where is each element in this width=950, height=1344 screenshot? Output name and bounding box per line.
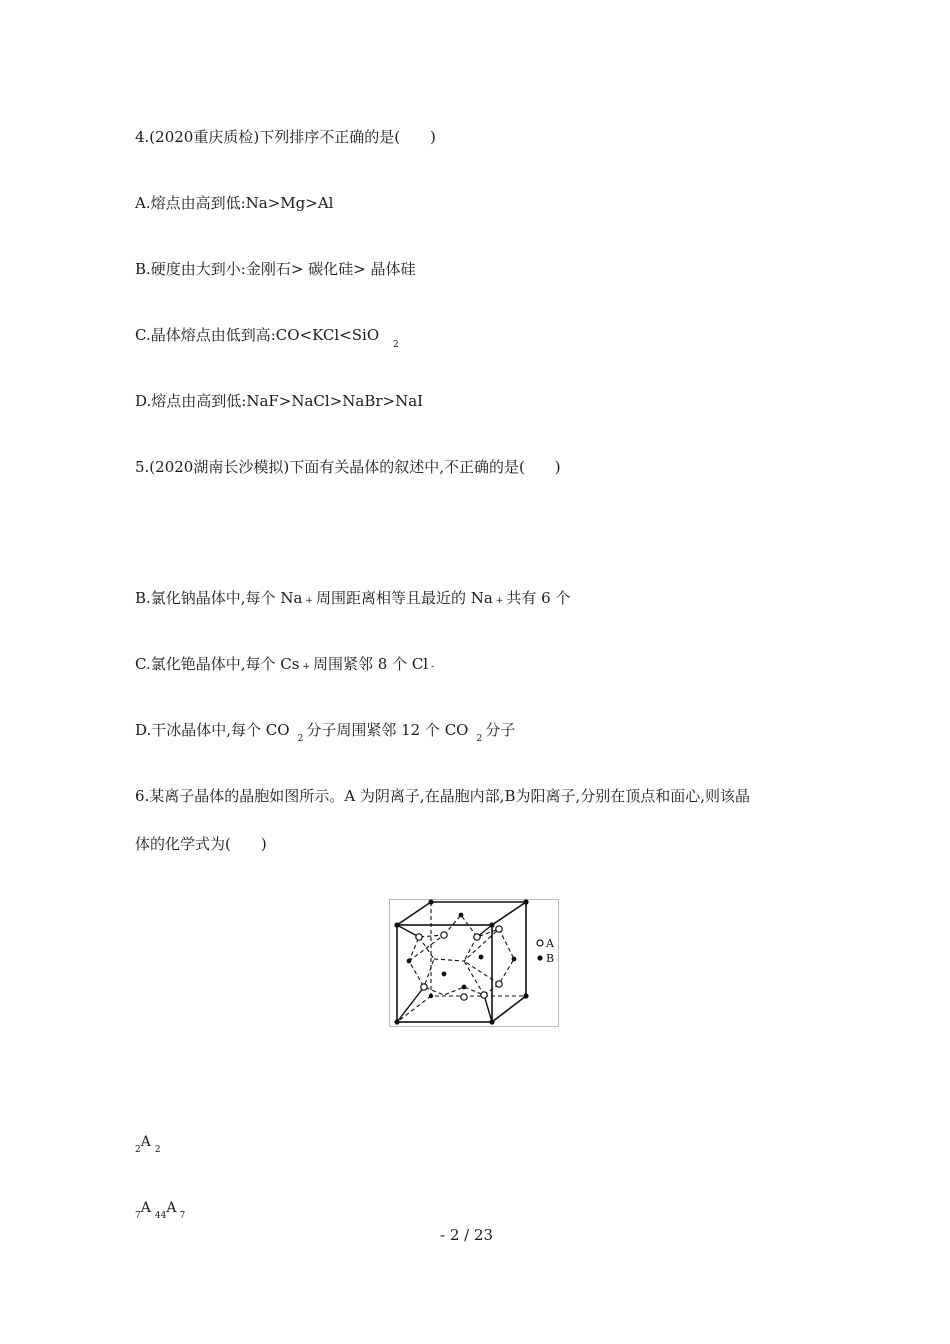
formula-fragment-2 (135, 1200, 185, 1224)
legend-a-marker (537, 940, 543, 946)
q5-b-superscript-1: + (305, 596, 313, 606)
q5-option-c (135, 654, 437, 677)
q5-b-text-1: B.氯化钠晶体中,每个 Na (135, 589, 303, 607)
q6-stem-line-1: 6.某离子晶体的晶胞如图所示。A 为阴离子,在晶胞内部,B为阳离子,分别在顶点和面心,则该晶 (135, 787, 751, 805)
q4-option-c-subscript: 2 (393, 340, 399, 350)
formula-fragment-1 (135, 1134, 161, 1158)
q4-option-a: A.熔点由高到低:Na>Mg>Al (135, 194, 334, 212)
q5-stem: 5.(2020湖南长沙模拟)下面有关晶体的叙述中,不正确的是( ) (135, 458, 561, 476)
fragment-2-main-1: A (140, 1200, 151, 1216)
q5-b-text-2: 周围距离相等且最近的 Na (315, 589, 493, 607)
q4-option-c: C.晶体熔点由低到高:CO<KCl<SiO (135, 326, 380, 344)
q5-b-superscript-2: + (495, 596, 504, 606)
fragment-1-post: 2 (154, 1145, 161, 1155)
legend-b-marker (537, 955, 542, 960)
fragment-1-main: A (140, 1134, 151, 1150)
q5-option-d (135, 720, 515, 749)
q5-c-text-2: 周围紧邻 8 个 Cl (312, 655, 429, 673)
crystal-unit-cell-figure (389, 899, 559, 1027)
q5-d-text-3: 分子 (485, 721, 516, 739)
q5-c-superscript-2: - (431, 662, 435, 672)
q4-stem: 4.(2020重庆质检)下列排序不正确的是( ) (135, 128, 436, 146)
q5-c-text-1: C.氯化铯晶体中,每个 Cs (135, 655, 300, 673)
q5-d-text-1: D.干冰晶体中,每个 CO (135, 721, 290, 739)
fragment-2-mid: 44 (154, 1211, 167, 1221)
fragment-2-pre: 7 (135, 1211, 141, 1221)
q5-d-text-2: 分子周围紧邻 12 个 CO (306, 721, 469, 739)
legend-a-label: A (546, 937, 554, 950)
q5-d-subscript-1: 2 (297, 734, 304, 744)
fragment-2-main-2: A (166, 1200, 177, 1216)
q5-option-b (135, 588, 570, 611)
q4-option-d: D.熔点由高到低:NaF>NaCl>NaBr>NaI (135, 392, 424, 410)
q4-option-b: B.硬度由大到小:金刚石> 碳化硅> 晶体硅 (135, 260, 416, 278)
fragment-2-post: 7 (179, 1211, 186, 1221)
page-number: - 2 / 23 (440, 1226, 494, 1244)
legend-b-label: B (546, 952, 555, 965)
q5-c-superscript-1: + (302, 662, 310, 672)
q5-d-subscript-2: 2 (476, 734, 483, 744)
q5-b-text-3: 共有 6 个 (506, 589, 571, 607)
q6-stem-line-2: 体的化学式为( ) (135, 835, 267, 853)
fragment-1-pre: 2 (135, 1145, 141, 1155)
